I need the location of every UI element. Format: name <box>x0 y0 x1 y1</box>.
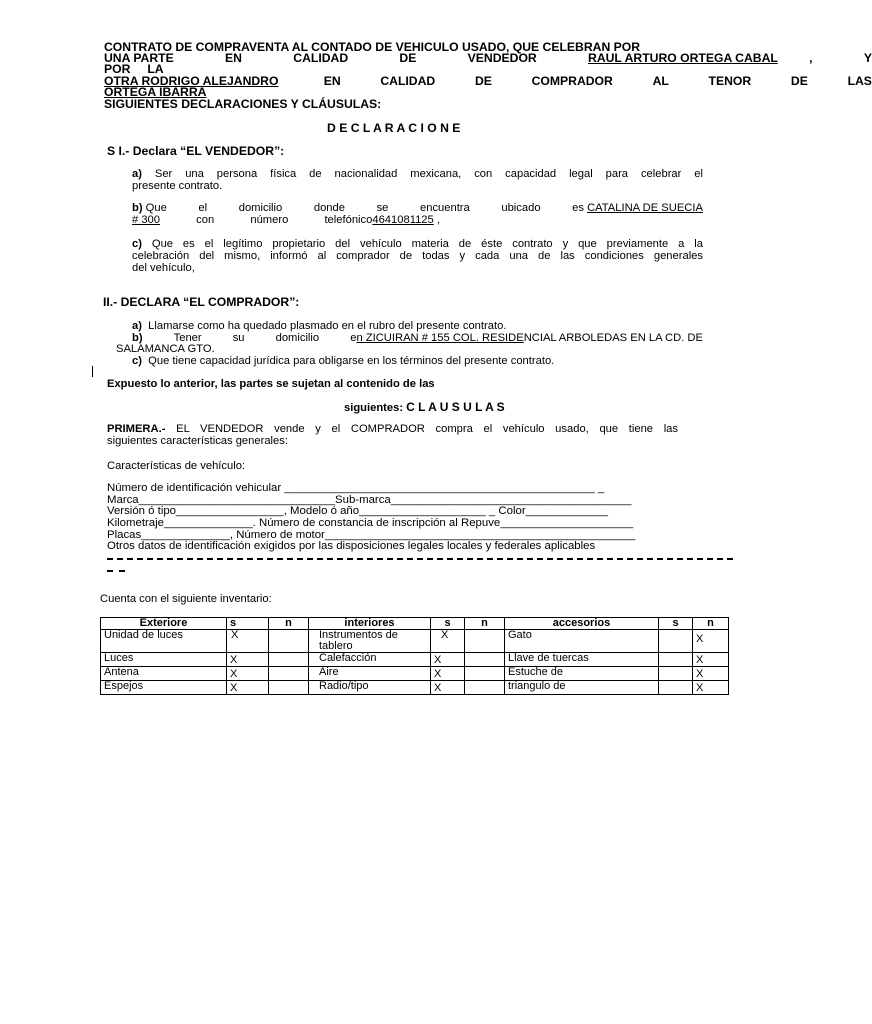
vendedor-clause-b-line-2: # 300 con número telefónico4641081125 , <box>132 214 440 226</box>
comprador-heading: II.- DECLARA “EL COMPRADOR”: <box>103 295 300 309</box>
col-header-accesorios: accesorios <box>505 618 659 630</box>
table-cell[interactable]: X <box>693 667 729 681</box>
table-cell[interactable] <box>465 681 505 695</box>
table-cell[interactable]: X <box>693 630 729 653</box>
field-other-data[interactable]: Otros datos de identificación exigidos por las disposiciones legales locales y federales aplicables <box>107 540 596 552</box>
table-cell[interactable]: X <box>431 681 465 695</box>
field-vin[interactable]: Número de identificación vehicular _________________________________________________ _ <box>107 482 605 494</box>
table-cell: triangulo de <box>505 681 659 695</box>
vendedor-clause-c-line-1: c) Que es el legítimo propietario del vehículo materia de éste contrato y que previamente a la <box>132 238 703 250</box>
table-cell: Espejos <box>101 681 227 695</box>
caracteristicas-heading: Características de vehículo: <box>107 460 246 472</box>
col-header-exteriores: Exteriore <box>101 618 227 630</box>
table-cell[interactable]: X <box>227 653 269 667</box>
table-cell: Unidad de luces <box>101 630 227 653</box>
blank-line-2[interactable] <box>107 570 125 573</box>
field-mileage-repuve[interactable]: Kilometraje______________. Número de constancia de inscripción al Repuve_____________________ <box>107 517 634 529</box>
contract-title-line-2: UNA PARTE EN CALIDAD DE VENDEDOR RAUL ARTURO ORTEGA CABAL , Y <box>104 51 872 65</box>
vendor-phone: 4641081125 <box>372 214 434 226</box>
declaraciones-heading: D E C L A R A C I O N E <box>327 121 461 135</box>
vendedor-clause-a-line-1: a) Ser una persona física de nacionalidad mexicana, con capacidad legal para celebrar el <box>132 168 703 180</box>
field-brand-submodel[interactable]: Marca_______________________________Sub-marca______________________________________ <box>107 494 632 506</box>
table-row <box>101 667 729 681</box>
table-cell[interactable]: X <box>227 667 269 681</box>
comprador-clause-a: a) Llamarse como ha quedado plasmado en el rubro del presente contrato. <box>132 320 507 332</box>
table-cell: Instrumentos de tablero <box>309 630 431 653</box>
col-header-s: s <box>431 618 465 630</box>
table-cell[interactable] <box>269 630 309 653</box>
table-cell[interactable] <box>465 630 505 653</box>
blank-line-1[interactable] <box>107 558 733 561</box>
vendor-address: CATALINA DE SUECIA <box>587 202 703 214</box>
buyer-name: OTRA RODRIGO ALEJANDRO <box>104 74 279 88</box>
table-cell[interactable]: X <box>431 630 465 653</box>
col-header-s: s <box>227 618 269 630</box>
col-header-n: n <box>465 618 505 630</box>
table-cell[interactable] <box>465 653 505 667</box>
table-cell[interactable]: X <box>227 681 269 695</box>
contract-title-line-4: OTRA RODRIGO ALEJANDRO EN CALIDAD DE COMPRADOR AL TENOR DE LAS <box>104 74 872 88</box>
inventory-header-row <box>101 618 729 630</box>
table-cell[interactable]: X <box>431 667 465 681</box>
vendedor-clause-b-line-1: b) Que el domicilio donde se encuentra ubicado es CATALINA DE SUECIA <box>132 202 703 214</box>
table-cell[interactable] <box>269 681 309 695</box>
table-cell: Radio/tipo <box>309 681 431 695</box>
table-cell[interactable]: X <box>693 681 729 695</box>
table-cell: Estuche de <box>505 667 659 681</box>
table-cell[interactable]: X <box>693 653 729 667</box>
table-cell[interactable] <box>269 667 309 681</box>
vendor-name: RAUL ARTURO ORTEGA CABAL <box>588 51 778 65</box>
table-cell[interactable] <box>269 653 309 667</box>
table-cell[interactable] <box>659 667 693 681</box>
table-row <box>101 653 729 667</box>
table-cell[interactable] <box>659 630 693 653</box>
table-cell[interactable]: X <box>227 630 269 653</box>
field-version-model-color[interactable]: Versión ó tipo_________________, Modelo ó año____________________ _ Color_____________ <box>107 505 609 517</box>
contract-title-line-1: CONTRATO DE COMPRAVENTA AL CONTADO DE VEHICULO USADO, QUE CELEBRAN POR <box>104 40 641 54</box>
table-cell[interactable] <box>465 667 505 681</box>
col-header-s: s <box>659 618 693 630</box>
buyer-surname: ORTEGA IBARRA <box>104 85 207 99</box>
inventory-table <box>100 617 729 695</box>
col-header-n: n <box>693 618 729 630</box>
table-cell: Llave de tuercas <box>505 653 659 667</box>
vendedor-clause-a-line-2: presente contrato. <box>132 180 223 192</box>
primera-clause-line-2: siguientes características generales: <box>107 435 288 447</box>
clausulas-heading: siguientes: C L A U S U L A S <box>344 400 505 414</box>
col-header-interiores: interiores <box>309 618 431 630</box>
col-header-n: n <box>269 618 309 630</box>
table-row <box>101 681 729 695</box>
table-cell[interactable]: X <box>431 653 465 667</box>
vendedor-clause-c-line-2: celebración del mismo, informó al comprador de todas y cada una de las condiciones generales <box>132 250 703 262</box>
contract-title-line-6: SIGUIENTES DECLARACIONES Y CLÁUSULAS: <box>104 97 382 111</box>
field-plates-engine[interactable]: Placas______________, Número de motor_________________________________________________ <box>107 529 636 541</box>
comprador-clause-b-line-1: b) Tener su domicilio en ZICUIRAN # 155 COL. RESIDENCIAL ARBOLEDAS EN LA CD. DE <box>132 332 703 344</box>
table-cell: Calefacción <box>309 653 431 667</box>
inventario-heading: Cuenta con el siguiente inventario: <box>100 593 272 605</box>
text-cursor <box>92 366 93 377</box>
vendedor-clause-c-line-3: del vehículo, <box>132 262 195 274</box>
table-cell[interactable] <box>659 681 693 695</box>
table-cell: Luces <box>101 653 227 667</box>
comprador-clause-b-line-2: SALAMANCA GTO. <box>116 343 215 355</box>
expuesto-text: Expuesto lo anterior, las partes se sujetan al contenido de las <box>107 378 435 390</box>
table-cell: Gato <box>505 630 659 653</box>
primera-clause-line-1: PRIMERA.- EL VENDEDOR vende y el COMPRADOR compra el vehículo usado, que tiene las <box>107 423 678 435</box>
table-row <box>101 630 729 653</box>
table-cell[interactable] <box>659 653 693 667</box>
table-cell: Aire <box>309 667 431 681</box>
table-cell: Antena <box>101 667 227 681</box>
contract-title-line-3: POR LA <box>104 62 164 76</box>
vendedor-heading: S I.- Declara “EL VENDEDOR”: <box>107 144 285 158</box>
buyer-address: n ZICUIRAN # 15 <box>356 332 444 344</box>
comprador-clause-c: c) Que tiene capacidad jurídica para obligarse en los términos del presente contrato. <box>132 355 555 367</box>
